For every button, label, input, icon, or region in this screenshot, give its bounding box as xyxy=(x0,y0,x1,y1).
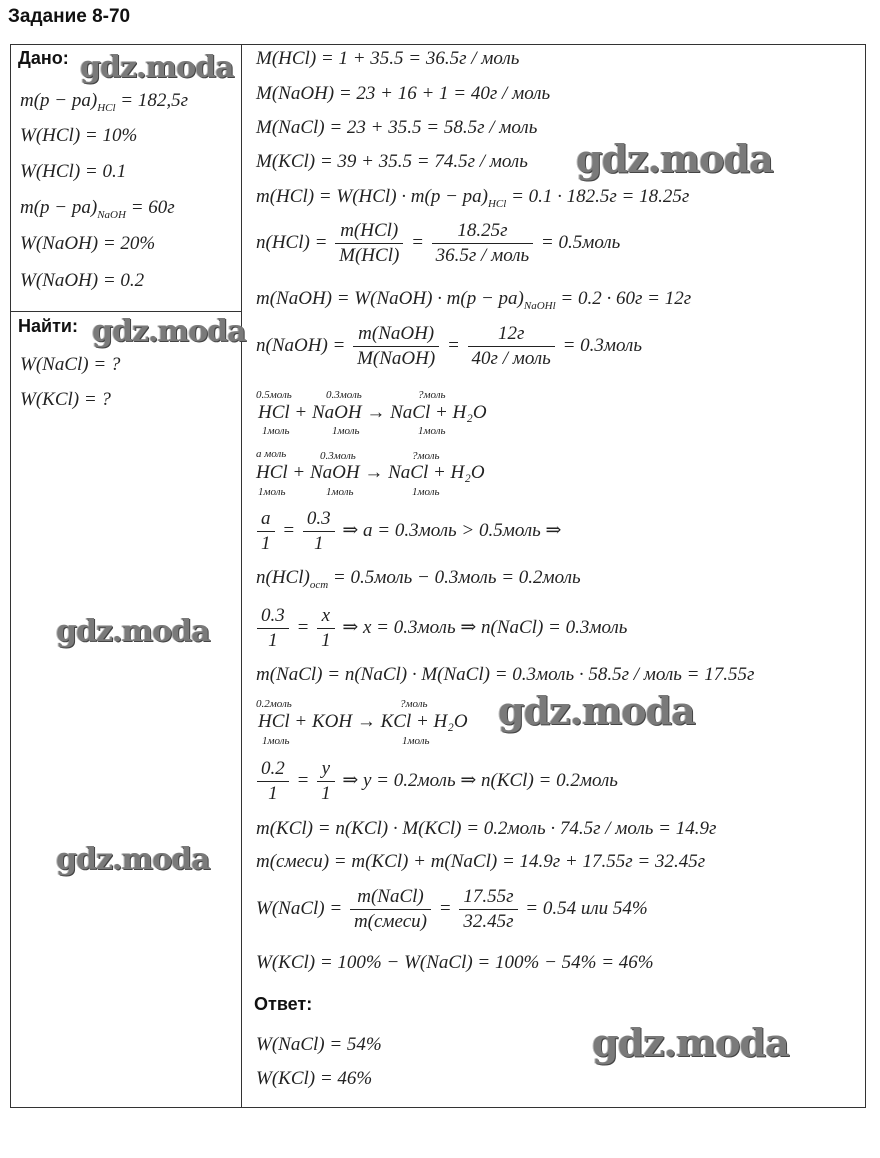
solution-line: M(HCl) = 1 + 35.5 = 36.5г / моль xyxy=(256,48,520,69)
solution-line: M(KCl) = 39 + 35.5 = 74.5г / моль xyxy=(256,151,528,172)
reaction-coef: 0.3моль xyxy=(326,389,362,401)
reaction-coef: ?моль xyxy=(412,450,440,462)
solution-line: m(NaOH) = W(NaOH) · $m(p - pa)_{NaOHl} = 0.2 \cdot 60г = 12г$ xyxy=(256,288,692,312)
fraction-line: W(NaCl) = $\frac{\text{m(NaCl)}}{\text{m(смеси)}}$ = $\frac{17.55г}{32.45г}$ = 0.54 или 54% xyxy=(256,886,648,932)
watermark: gdz.moda xyxy=(498,688,695,733)
answer-line: W(NaCl) = 54% xyxy=(256,1034,382,1055)
solution-line: W(KCl) = 100% − W(NaCl) = 100% − 54% = 46% xyxy=(256,952,654,973)
reaction-coef: 0.2моль xyxy=(256,698,292,710)
watermark: gdz.moda xyxy=(56,842,210,877)
solution-line: m(NaCl) = n(NaCl) · M(NaCl) = 0.3моль · 58.5г / моль = 17.55г xyxy=(256,664,755,685)
solution-line: M(NaCl) = 23 + 35.5 = 58.5г / моль xyxy=(256,117,538,138)
watermark: gdz.moda xyxy=(92,314,246,349)
reaction-coef: 1моль xyxy=(412,486,440,498)
reaction-coef: 1моль xyxy=(418,425,446,437)
reaction-coef: 0.5моль xyxy=(256,389,292,401)
given-line: $m(р - ра)_{HCl} = 182,5г$ xyxy=(20,90,189,114)
given-header: Дано: xyxy=(18,48,69,68)
given-line: W(HCl) = 0.1 xyxy=(20,161,127,182)
reaction-coef: 1моль xyxy=(332,425,360,437)
task-title: Задание 8-70 xyxy=(8,6,131,27)
reaction-coef: 1моль xyxy=(402,735,430,747)
reaction-coef: 1моль xyxy=(326,486,354,498)
given-find-divider xyxy=(10,311,242,312)
watermark: gdz.moda xyxy=(576,136,773,181)
fraction-line: n(HCl) = $\frac{\text{m(HCl)}}{\text{M(HCl)}}$ = $\frac{18.25г}{\text{36.5г / моль}}$ = 0.5моль xyxy=(256,220,621,266)
solution-line: m(KCl) = n(KCl) · M(KCl) = 0.2моль · 74.5г / моль = 14.9г xyxy=(256,818,717,839)
reaction-equation: HCl + NaOH → NaCl + H₂O xyxy=(258,402,487,423)
reaction-coef: a моль xyxy=(256,448,287,460)
solution-line: $n(HCl)_{ост}$ = 0.5моль − 0.3моль = 0.2моль xyxy=(256,567,581,591)
proportion-line: $\frac{a}{1}$ = $\frac{0.3}{1}$ ⇒ a = 0.3моль > 0.5моль ⇒ xyxy=(254,508,561,555)
column-divider xyxy=(241,44,242,1108)
reaction-coef: 0.3моль xyxy=(320,450,356,462)
reaction-coef: ?моль xyxy=(400,698,428,710)
find-line: W(NaCl) = ? xyxy=(20,354,121,375)
find-line: W(KCl) = ? xyxy=(20,389,111,410)
solution-line: $m(HCl) = W(HCl) \cdot m(p - pa)_{HCl} = 0.1 \cdot 182.5г = 18.25г$ xyxy=(256,186,690,210)
solution-line: M(NaOH) = 23 + 16 + 1 = 40г / моль xyxy=(256,83,551,104)
proportion-line: $\frac{0.3}{1}$ = $\frac{x}{1}$ ⇒ x = 0.3моль ⇒ n(NaCl) = 0.3моль xyxy=(254,605,627,652)
watermark: gdz.moda xyxy=(592,1020,789,1065)
find-header: Найти: xyxy=(18,316,78,336)
reaction-coef: 1моль xyxy=(262,735,290,747)
watermark: gdz.moda xyxy=(80,50,234,85)
reaction-coef: 1моль xyxy=(258,486,286,498)
given-line: $m(р - ра)_{NaOH} = 60г$ xyxy=(20,197,175,221)
reaction-coef: 1моль xyxy=(262,425,290,437)
solution-line: m(смеси) = m(KCl) + m(NaCl) = 14.9г + 17.55г = 32.45г xyxy=(256,851,706,872)
watermark: gdz.moda xyxy=(56,614,210,649)
answer-header: Ответ: xyxy=(254,994,313,1014)
reaction-equation: HCl + NaOH → NaCl + H₂O xyxy=(256,462,485,483)
proportion-line: $\frac{0.2}{1}$ = $\frac{y}{1}$ ⇒ y = 0.2моль ⇒ n(KCl) = 0.2моль xyxy=(254,758,618,805)
given-line: W(NaOH) = 0.2 xyxy=(20,270,145,291)
reaction-coef: ?моль xyxy=(418,389,446,401)
given-line: W(HCl) = 10% xyxy=(20,125,138,146)
answer-line: W(KCl) = 46% xyxy=(256,1068,373,1089)
fraction-line: n(NaOH) = $\frac{\text{m(NaOH)}}{\text{M(NaOH)}}$ = $\frac{12г}{\text{40г / моль}}$ = 0.3моль xyxy=(256,323,642,369)
reaction-equation: HCl + KOH → KCl + H₂O xyxy=(258,711,468,732)
given-line: W(NaOH) = 20% xyxy=(20,233,156,254)
